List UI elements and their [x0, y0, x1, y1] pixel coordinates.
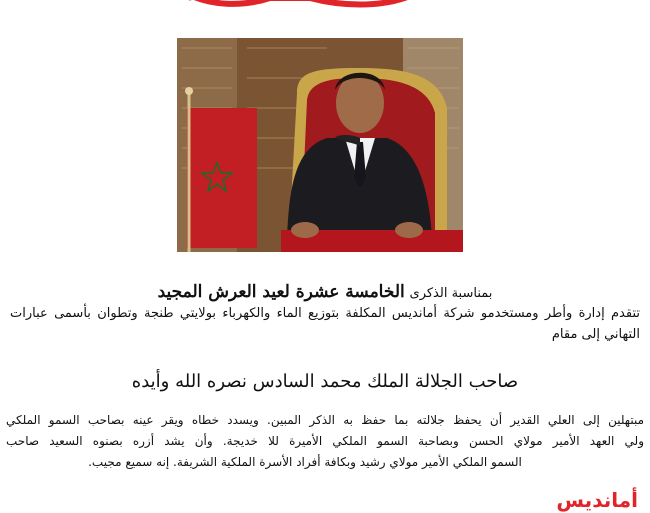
prayer-line-3: السمو الملكي الأمير مولاي رشيد وبكافة أفراد الأسرة الملكية الشريفة. إنه سميع مجيب.	[88, 455, 522, 469]
header-banner-graphic	[150, 0, 480, 8]
greeting-paragraph	[10, 303, 640, 345]
prayer-line-2: ولي العهد الأمير مولاي الحسن وبصاحبة السمو الملكي الأميرة للا خديجة. وأن يشد أزره بصنوه السعيد صاحب	[6, 434, 644, 448]
bottom-red-heading: أمانديس	[556, 488, 638, 512]
greeting-line-1: تتقدم إدارة وأطر ومستخدمو شركة أمانديس المكلفة بتوزيع الماء والكهرباء بولايتي طنجة وتطوان بأسمى عبارات	[10, 306, 640, 321]
prayer-paragraph	[6, 410, 644, 473]
greeting-line-2: التهاني إلى مقام	[551, 327, 640, 342]
portrait-photo	[177, 38, 463, 252]
occasion-line	[0, 282, 650, 304]
occasion-lead: بمناسبة الذكرى	[409, 286, 493, 301]
occasion-emphasis: الخامسة عشرة لعيد العرش المجيد	[157, 282, 405, 302]
prayer-line-1: مبتهلين إلى العلي القدير أن يحفظ جلالته بما حفظ به الذكر المبين. ويسدد خطاه ويقر عينه بصاحب السمو الملكي	[6, 413, 644, 427]
honoree-title: صاحب الجلالة الملك محمد السادس نصره الله وأيده	[131, 371, 519, 392]
